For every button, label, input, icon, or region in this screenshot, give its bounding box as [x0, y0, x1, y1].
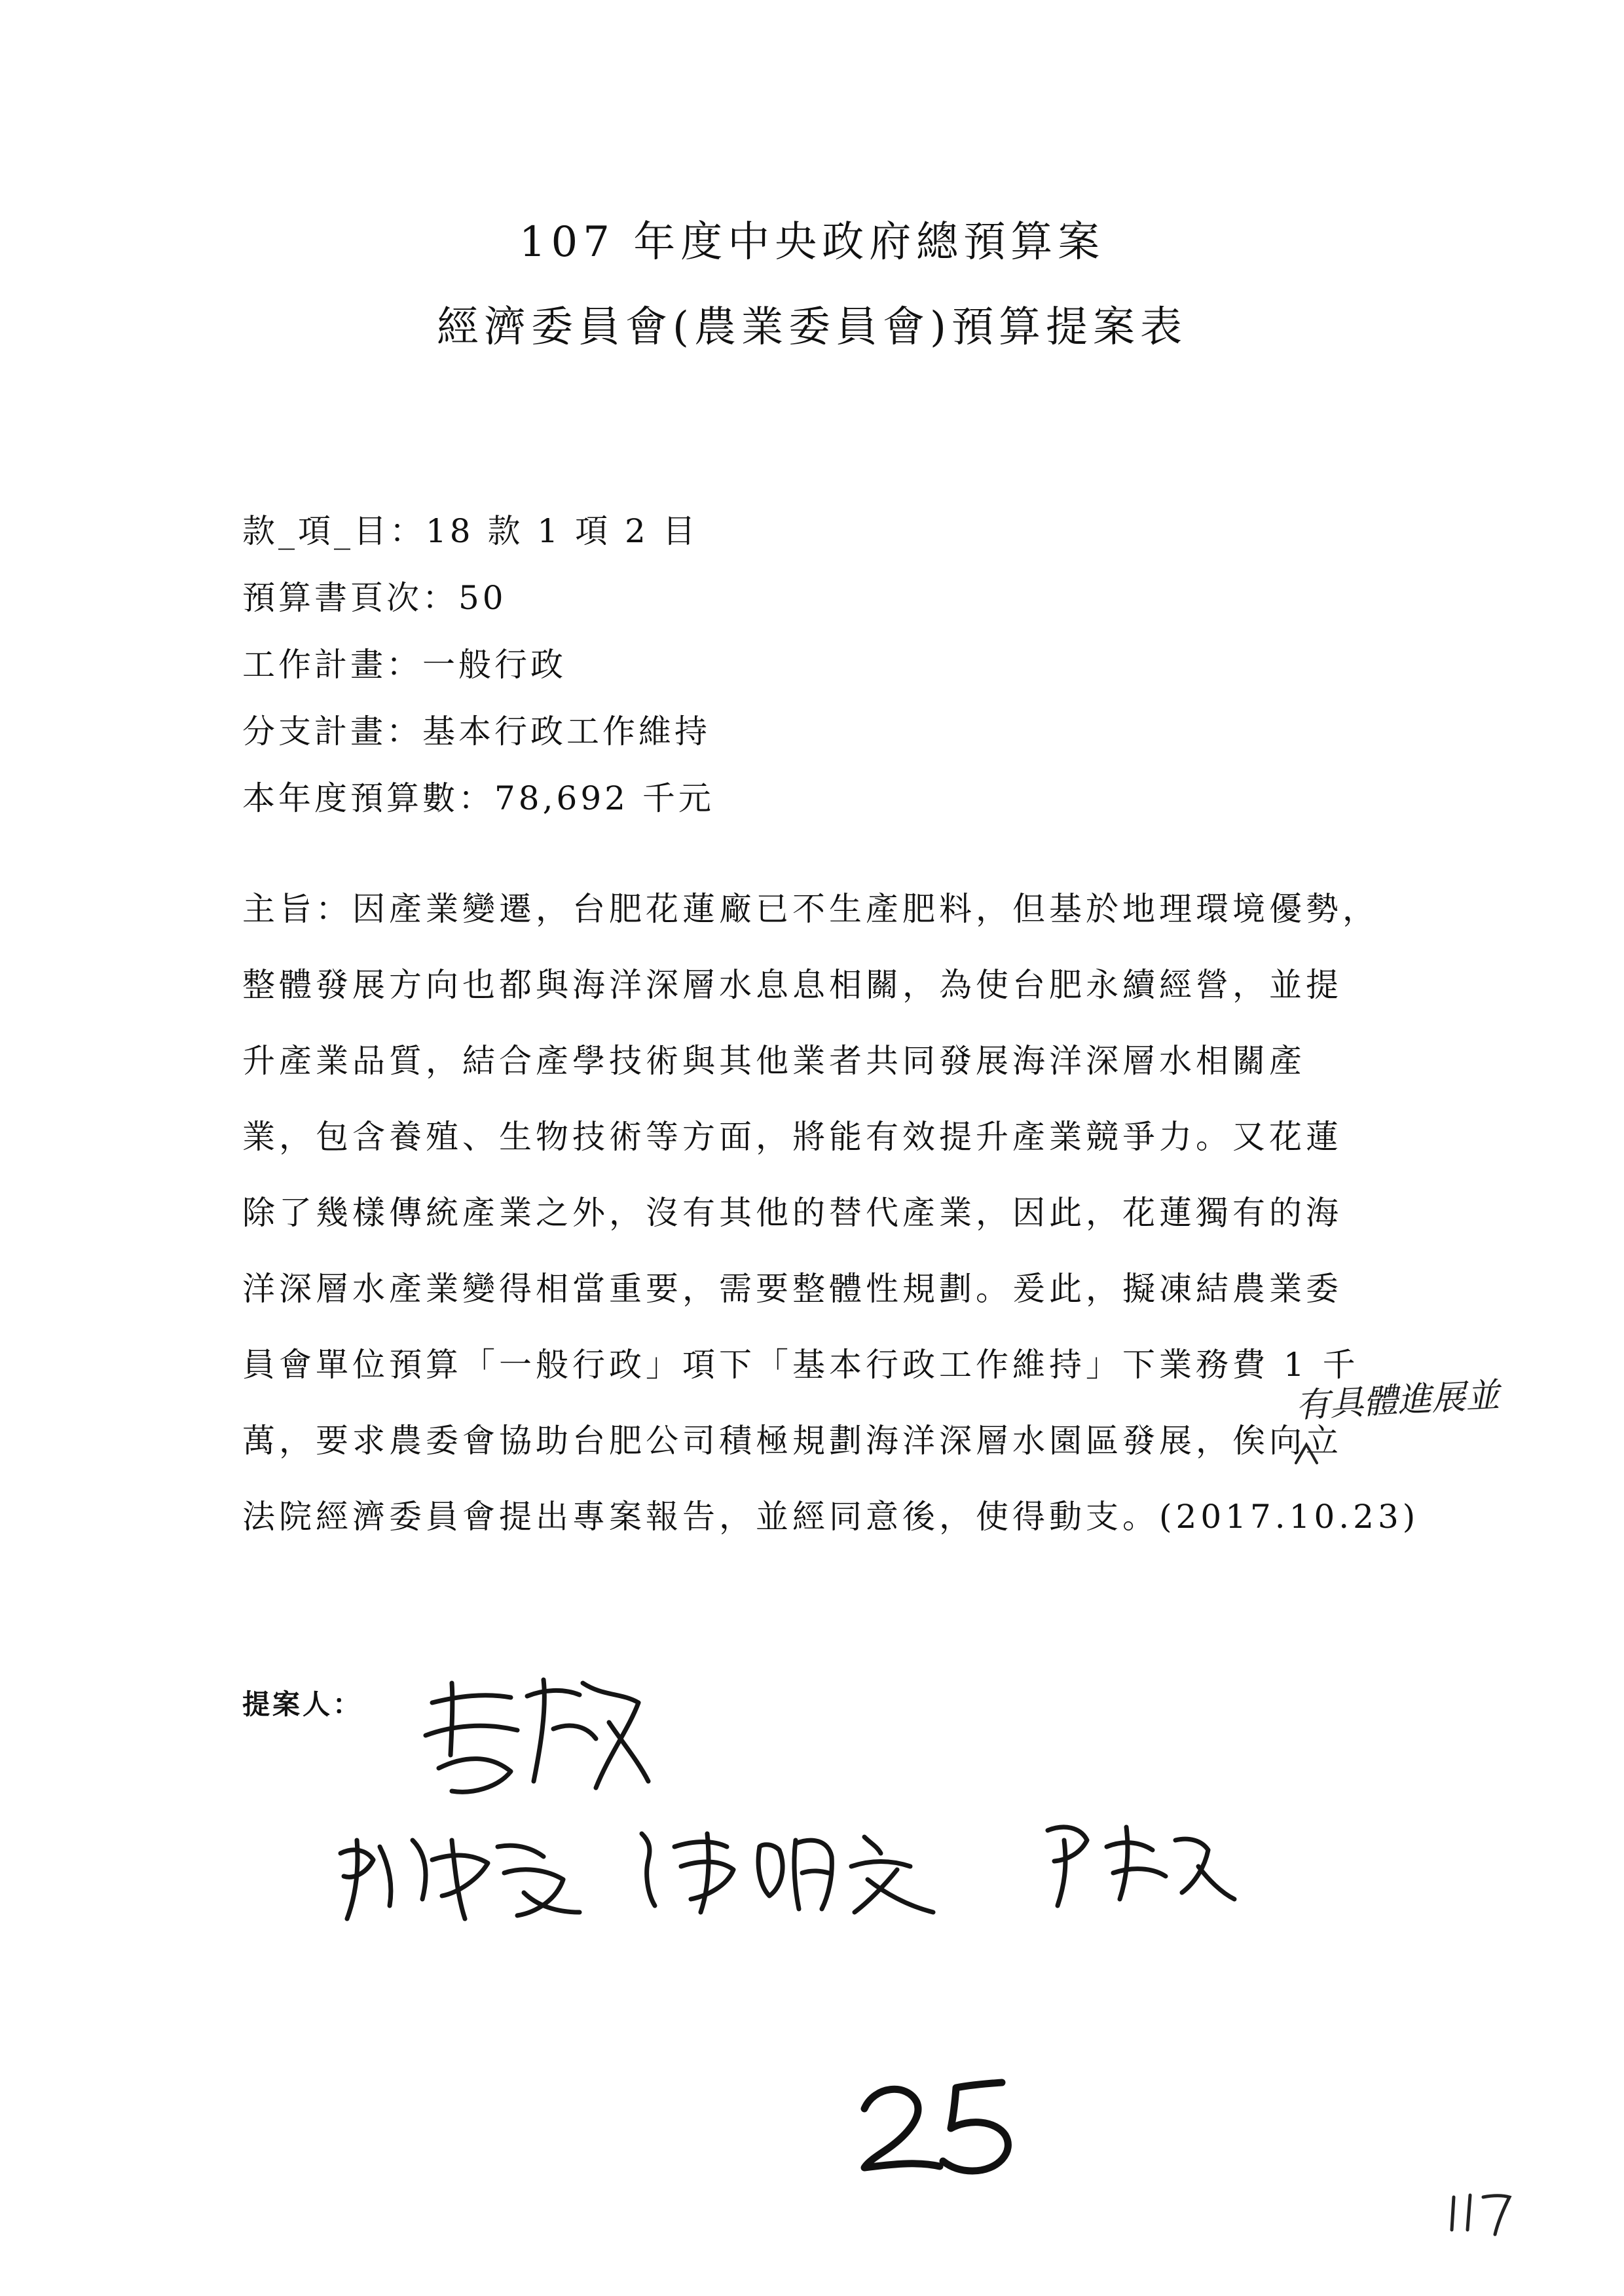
meta-value: 50: [458, 579, 507, 617]
document-subtitle: 經濟委員會(農業委員會)預算提案表: [437, 303, 1187, 352]
signature-chiu-chih-wei: [1035, 1801, 1244, 1912]
body-line: 業，包含養殖、生物技術等方面，將能有效提升產業競爭力。又花蓮: [242, 1118, 1342, 1156]
body-line: 整體發展方向也都與海洋深層水息息相關，為使台肥永續經營，並提: [242, 966, 1342, 1004]
signature-chiu-yi-ying: [327, 1814, 589, 1932]
body-line: 萬，要求農委會協助台肥公司積極規劃海洋深層水園區發展，俟向立: [242, 1422, 1342, 1460]
meta-row-budget-amount: [242, 765, 714, 832]
handwritten-insertion: 有具體進展並: [1294, 1375, 1501, 1426]
insertion-caret-icon: [1293, 1441, 1320, 1467]
meta-label: 本年度預算數：: [242, 779, 494, 817]
meta-label: 款_項_目：: [242, 512, 426, 550]
meta-label: 工作計畫：: [242, 646, 422, 684]
body-line: 法院經濟委員會提出專案報告，並經同意後，使得動支。(2017.10.23): [242, 1498, 1420, 1536]
meta-label: 分支計畫：: [242, 713, 422, 750]
budget-meta-list: [242, 498, 714, 832]
signature-hsiao: [413, 1657, 661, 1807]
body-line: 員會單位預算「一般行政」項下「基本行政工作維持」下業務費 1 千: [242, 1346, 1359, 1384]
meta-label: 預算書頁次：: [242, 579, 458, 617]
meta-row-work-plan: [242, 631, 714, 698]
handwritten-corner-number: [1444, 2187, 1516, 2242]
meta-row-item-code: [242, 498, 714, 565]
document-title: 107 年度中央政府總預算案: [519, 218, 1105, 267]
handwritten-page-number: [851, 2069, 1035, 2183]
meta-value: 78,692 千元: [494, 779, 714, 817]
meta-row-sub-plan: [242, 698, 714, 765]
meta-value: 一般行政: [422, 646, 566, 684]
meta-value: 18 款 1 項 2 目: [426, 512, 699, 550]
signature-chen-ming-wen: [629, 1807, 943, 1919]
body-line: 除了幾樣傳統產業之外，沒有其他的替代產業，因此，花蓮獨有的海: [242, 1194, 1342, 1232]
meta-value: 基本行政工作維持: [422, 713, 710, 750]
body-line: 主旨：因產業變遷，台肥花蓮廠已不生產肥料，但基於地理環境優勢，: [242, 890, 1379, 928]
body-line: 升產業品質，結合產學技術與其他業者共同發展海洋深層水相關產: [242, 1042, 1306, 1080]
body-line: 洋深層水產業變得相當重要，需要整體性規劃。爰此，擬凍結農業委: [242, 1270, 1342, 1308]
meta-row-page: [242, 565, 714, 631]
proposer-label: 提案人：: [242, 1688, 363, 1720]
